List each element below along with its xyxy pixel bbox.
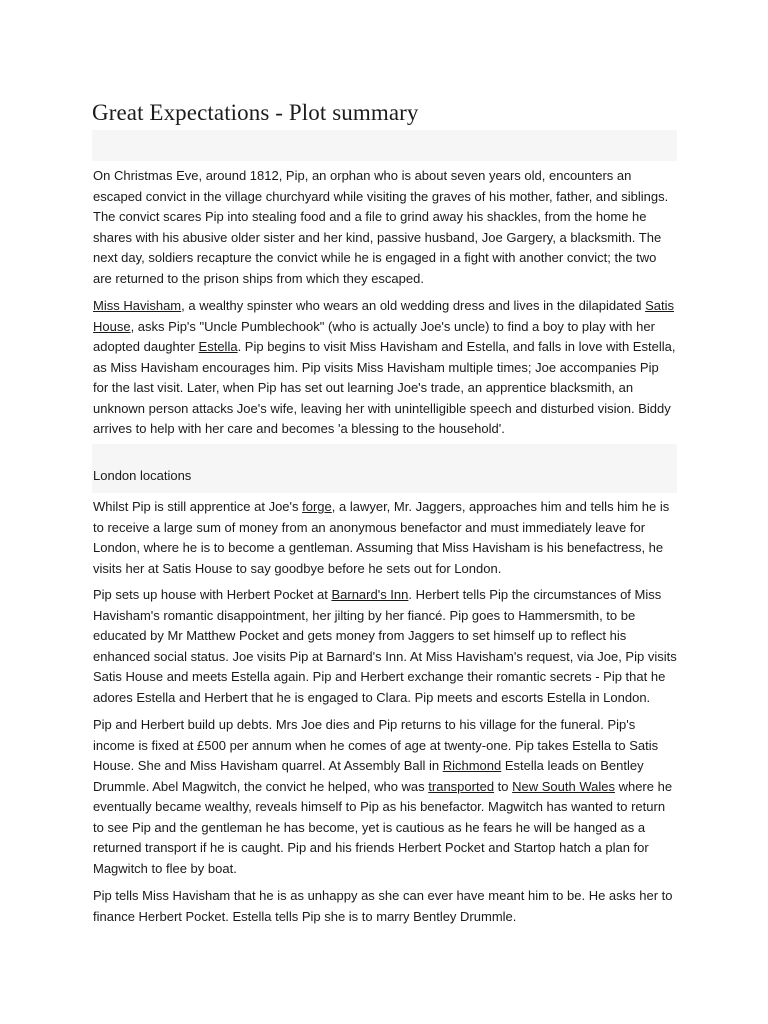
paragraph-miss-havisham <box>93 296 677 440</box>
paragraph-debts <box>93 715 677 879</box>
paragraph-text: . Pip begins to visit Miss Havisham and Estella, and falls in love with Estella, as Miss Havisham encourages him. Pip visits Miss Havisham multiple times; Joe accompanies Pip for the last visit. Later, when Pip has set out learning Joe's trade, an apprentice blacksmith, an unknown person attacks Joe's wife, leaving her with unintelligible speech and disturbed vision. Biddy arrives to help with her care and becomes 'a blessing to the household'. <box>93 339 676 436</box>
link-estella[interactable]: Estella <box>198 339 238 354</box>
paragraph-text: Pip tells Miss Havisham that he is as unhappy as she can ever have meant him to be. He asks her to finance Herbert Pocket. Estella tells Pip she is to marry Bentley Drummle. <box>93 888 673 924</box>
paragraph-text: Pip sets up house with Herbert Pocket at <box>93 587 332 602</box>
link-transported[interactable]: transported <box>428 778 495 794</box>
paragraph-barnards-inn <box>93 585 677 708</box>
link-forge[interactable]: forge <box>302 499 332 514</box>
paragraph-text: . Herbert tells Pip the circumstances of Miss Havisham's romantic disappointment, her jilting by her fiancé. Pip goes to Hammersmith, to be educated by Mr Matthew Pocket and gets money from Jaggers to set himself up to reflect his enhanced social status. Joe visits Pip at Barnard's Inn. At Miss Havisham's request, via Joe, Pip visits Satis House and meets Estella again. Pip and Herbert exchange their romantic secrets - Pip that he adores Estella and Herbert that he is engaged to Clara. Pip meets and escorts Estella in London. <box>93 587 677 705</box>
title-underband <box>92 130 677 161</box>
page-title: Great Expectations - Plot summary <box>92 100 419 125</box>
paragraph-apprentice <box>93 497 677 579</box>
paragraph-text: Estella leads on Bentley Drummle. Abel Magwitch, the convict he helped, who was <box>93 758 644 794</box>
paragraph-text: , asks Pip's "Uncle Pumblechook" (who is actually Joe's uncle) to find a boy to play with her adopted daughter <box>93 318 655 354</box>
paragraph-text: to <box>494 778 513 794</box>
link-richmond[interactable]: Richmond <box>442 758 502 773</box>
paragraph-text: where he eventually became wealthy, reveals himself to Pip as his benefactor. Magwitch has wanted to return to see Pip and the gentleman he has become, yet is cautious as he fears he will be hanged as a returned transport if he is caught. Pip and his friends Herbert Pocket and Startop hatch a plan for Magwitch to flee by boat. <box>93 778 673 876</box>
paragraph-text: Pip and Herbert build up debts. Mrs Joe dies and Pip returns to his village for the funeral. Pip's income is fixed at £500 per annum when he comes of age at twenty-one. Pip takes Estella to Satis House. She and Miss Havisham quarrel. At Assembly Ball in <box>93 717 659 773</box>
paragraph-text: On Christmas Eve, around 1812, Pip, an orphan who is about seven years old, encounters an escaped convict in the village churchyard while visiting the graves of his mother, father, and siblings. The convict scares Pip into stealing food and a file to grind away his shackles, from the home he shares with his abusive older sister and her kind, passive husband, Joe Gargery, a blacksmith. The next day, soldiers recapture the convict while he is engaged in a fight with another convict; the two are returned to the prison ships from which they escaped. <box>93 168 669 286</box>
link-new-south-wales[interactable]: New South Wales <box>512 778 615 794</box>
paragraph-christmas-eve <box>93 166 677 289</box>
paragraph-text: Whilst Pip is still apprentice at Joe's <box>93 499 303 514</box>
paragraph-text: , a lawyer, Mr. Jaggers, approaches him and tells him he is to receive a large sum of money from an anonymous benefactor and must immediately leave for London, where he is to become a gentleman. Assuming that Miss Havisham is his benefactress, he visits her at Satis House to say goodbye before he sets out for London. <box>93 499 670 576</box>
link-satis-house[interactable]: Satis House <box>93 298 674 334</box>
paragraph-text: , a wealthy spinster who wears an old wedding dress and lives in the dilapidated <box>181 298 646 313</box>
link-barnards-inn[interactable]: Barnard's Inn <box>331 587 409 602</box>
paragraph-unhappy <box>93 886 677 927</box>
link-miss-havisham[interactable]: Miss Havisham <box>93 298 182 313</box>
section-heading-band <box>92 444 677 493</box>
section-heading-london-locations: London locations <box>93 468 192 483</box>
